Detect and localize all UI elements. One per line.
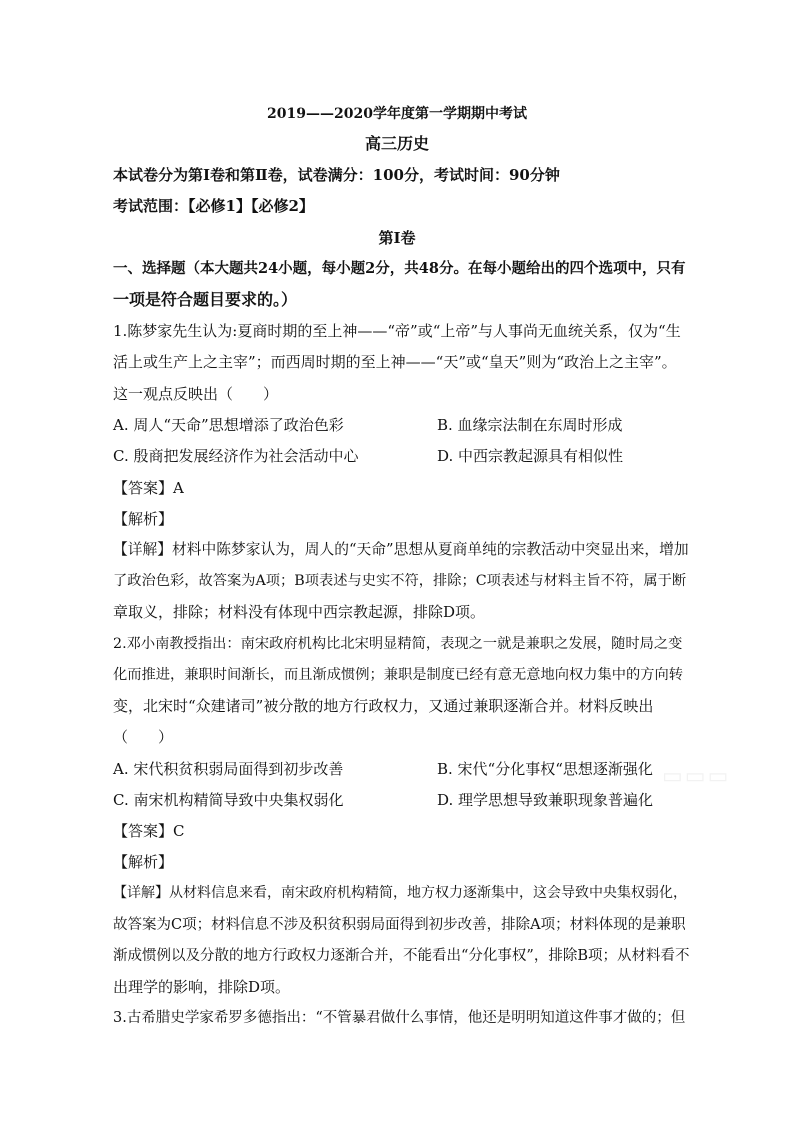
q2-option-b: B. 宋代“分化事权“思想逐渐强化 bbox=[437, 760, 653, 778]
q2-detail-line: 渐成惯例以及分散的地方行政权力逐渐合并，不能看出“分化事权”，排除B项；从材料看不 bbox=[113, 948, 690, 964]
q1-detail-line: 章取义，排除；材料没有体现中西宗教起源，排除D项。 bbox=[113, 603, 486, 621]
q2-option-d: D. 理学思想导致兼职现象普遍化 bbox=[437, 791, 654, 809]
q1-option-b: B. 血缘宗法制在东周时形成 bbox=[437, 416, 623, 434]
subject-title: 高三历史 bbox=[364, 134, 429, 153]
q2-analysis-label: 【解析】 bbox=[113, 853, 174, 871]
q1-detail-line: 了政治色彩，故答案为A项；B项表述与史实不符，排除；C项表述与材料主旨不符，属于断 bbox=[113, 573, 687, 589]
q1-stem-line: 这一观点反映出（ ） bbox=[113, 385, 279, 403]
q1-answer: 【答案】A bbox=[113, 479, 184, 497]
q2-detail-line: 出理学的影响，排除D项。 bbox=[113, 978, 291, 996]
q2-stem-line: 2.邓小南教授指出：南宋政府机构比北宋明显精简，表现之一就是兼职之发展，随时局之变 bbox=[113, 636, 683, 652]
q1-option-d: D. 中西宗教起源具有相似性 bbox=[437, 447, 624, 465]
q2-stem-line: （ ） bbox=[113, 728, 174, 746]
exam-title: 2019——2020学年度第一学期期中考试 bbox=[267, 106, 527, 122]
exam-info: 本试卷分为第Ⅰ卷和第Ⅱ卷，试卷满分：100分，考试时间：90分钟 bbox=[113, 166, 560, 184]
q1-option-a: A. 周人“天命”思想增添了政治色彩 bbox=[113, 416, 344, 434]
q2-stem-line: 变，北宋时“众建诸司”被分散的地方行政权力，又通过兼职逐渐合并。材料反映出 bbox=[113, 697, 654, 715]
q2-detail-line: 【详解】从材料信息来看，南宋政府机构精简，地方权力逐渐集中，这会导致中央集权弱化， bbox=[113, 885, 687, 901]
q2-answer: 【答案】C bbox=[113, 822, 185, 840]
q1-analysis-label: 【解析】 bbox=[113, 510, 174, 528]
q1-detail-line: 【详解】材料中陈梦家认为，周人的“天命”思想从夏商单纯的宗教活动中突显出来，增加 bbox=[113, 541, 689, 558]
q2-option-c: C. 南宋机构精简导致中央集权弱化 bbox=[113, 791, 344, 809]
q1-stem-line: 活上或生产上之主宰”；而西周时期的至上神——“天”或“皇天”则为“政治上之主宰”。 bbox=[113, 353, 677, 371]
exam-scope: 考试范围：【必修1】【必修2】 bbox=[113, 197, 314, 215]
q1-option-c: C. 殷商把发展经济作为社会活动中心 bbox=[113, 447, 359, 465]
q1-stem-line: 1.陈梦家先生认为:夏商时期的至上神——“帝”或“上帝”与人事尚无血统关系，仅为“生 bbox=[113, 322, 681, 340]
q2-stem-line: 化而推进，兼职时间渐长，而且渐成惯例；兼职是制度已经有意无意地向权力集中的方向转 bbox=[113, 667, 684, 683]
q2-detail-line: 故答案为C项；材料信息不涉及积贫积弱局面得到初步改善，排除A项；材料体现的是兼职 bbox=[113, 917, 686, 933]
faint-watermark: ▭▭▭ bbox=[662, 764, 731, 789]
part-title: 第Ⅰ卷 bbox=[378, 229, 416, 247]
q2-option-a: A. 宋代积贫积弱局面得到初步改善 bbox=[113, 760, 344, 778]
section-heading-line2: 一项是符合题目要求的。） bbox=[113, 290, 298, 309]
section-heading-line1: 一、选择题（本大题共24小题，每小题2分，共48分。在每小题给出的四个选项中，只有 bbox=[113, 260, 686, 277]
q3-stem-line: 3.古希腊史学家希罗多德指出：“不管暴君做什么事情，他还是明明知道这件事才做的；但 bbox=[113, 1010, 686, 1026]
